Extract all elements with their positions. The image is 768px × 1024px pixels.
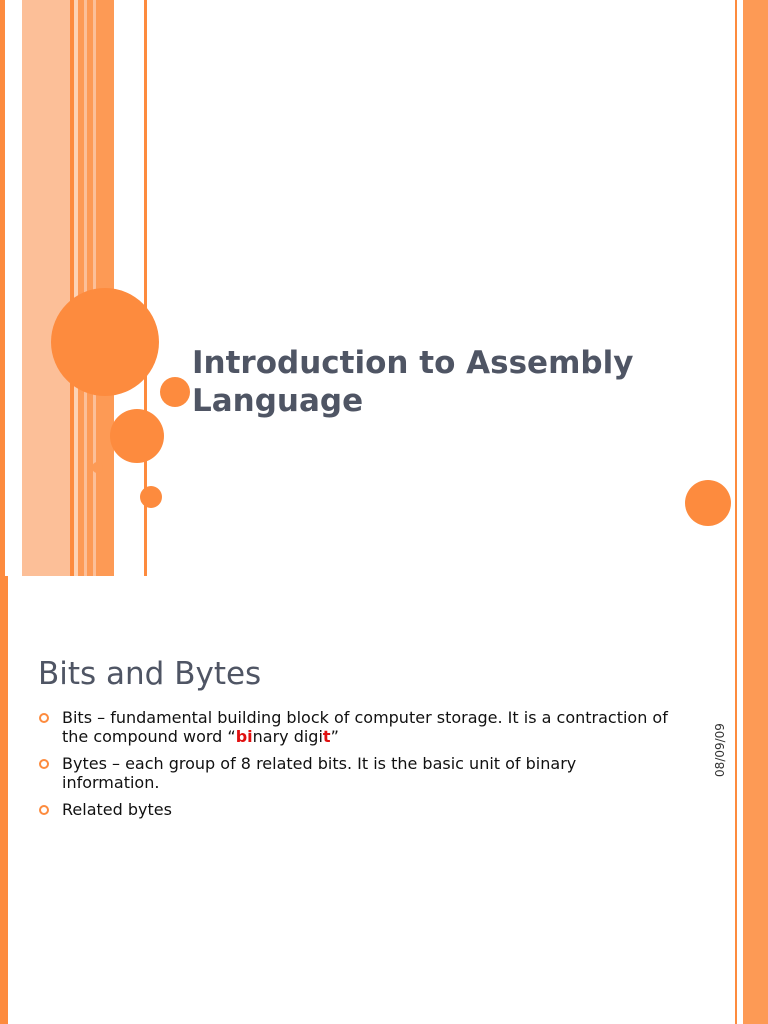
small-circle-shape — [140, 486, 162, 508]
slide-date: 08/09/09 — [713, 723, 727, 777]
ring-bullet-icon — [39, 759, 49, 769]
ring-bullet-icon — [39, 805, 49, 815]
right-edge-stripe — [743, 576, 768, 1024]
right-stripe-band — [743, 0, 768, 576]
left-stripe-band — [0, 0, 5, 576]
bullet-text: ” — [330, 727, 339, 746]
tiny-circle-shape — [92, 462, 103, 473]
slide-title-line-1: Introduction to Assembly — [192, 345, 634, 381]
slide-title — [192, 344, 692, 420]
slide-title-line-2: Language — [192, 383, 364, 419]
highlight-text: bi — [235, 727, 253, 746]
left-edge-stripe — [0, 576, 8, 1024]
bullet-item-bits — [38, 708, 678, 746]
bullet-list — [38, 708, 678, 827]
right-circle-shape — [685, 480, 731, 526]
left-stripe-band — [22, 0, 70, 576]
bullet-text: Bytes – each group of 8 related bits. It is the basic unit of binary information. — [62, 754, 577, 792]
bullet-text: nary digi — [252, 727, 323, 746]
bullet-text: Related bytes — [62, 800, 172, 819]
right-edge-stripe — [735, 576, 737, 1024]
right-stripe-band — [735, 0, 737, 576]
large-circle-shape — [51, 288, 159, 396]
content-slide — [0, 576, 768, 1024]
bullet-text: Bits – fundamental building block of computer storage. It is a contraction of the compound word “ — [62, 708, 668, 746]
small-circle-shape — [160, 377, 190, 407]
ring-bullet-icon — [39, 713, 49, 723]
slide-heading: Bits and Bytes — [38, 656, 262, 692]
highlight-text: t — [322, 727, 331, 746]
medium-circle-shape — [110, 409, 164, 463]
bullet-item-related-bytes — [38, 800, 678, 819]
bullet-item-bytes — [38, 754, 678, 792]
